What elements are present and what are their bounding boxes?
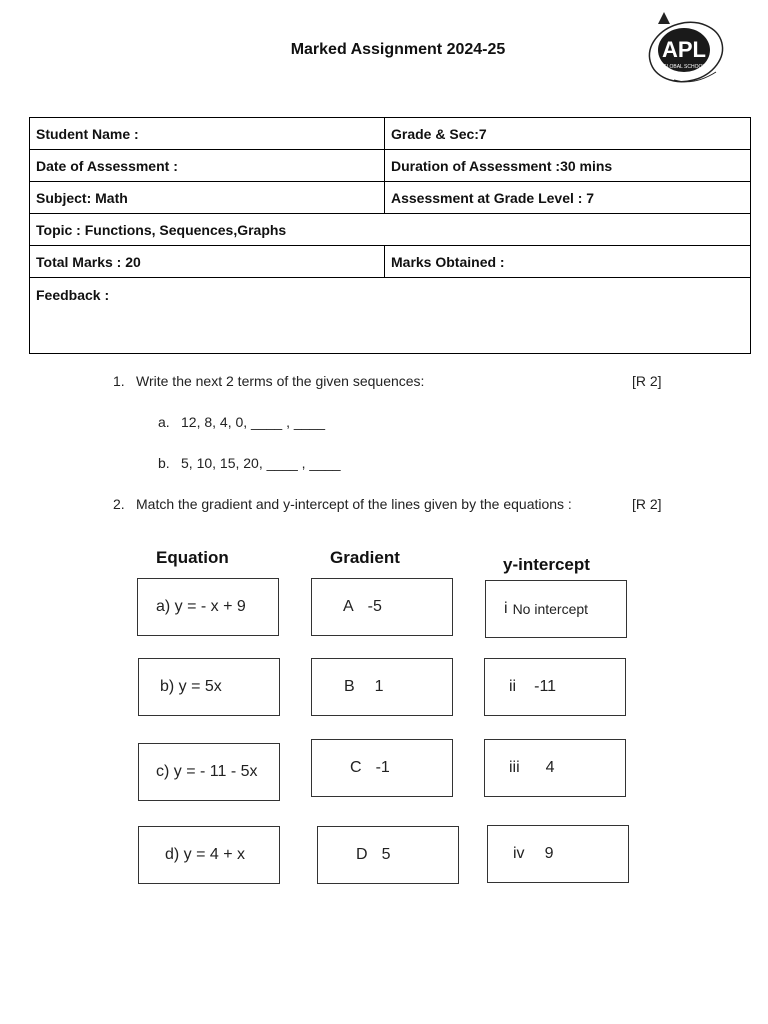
feedback-cell[interactable]: Feedback : (30, 278, 751, 354)
intercept-box-iii[interactable]: iii 4 (484, 739, 626, 797)
equation-header: Equation (156, 548, 229, 567)
svg-text:GLOBAL SCHOOL: GLOBAL SCHOOL (662, 64, 706, 70)
gradient-box-b[interactable]: B 1 (311, 658, 453, 716)
marks-obtained-cell[interactable]: Marks Obtained : (385, 246, 751, 278)
student-info-table (29, 117, 751, 354)
q1-number: 1. (113, 373, 125, 389)
q2-text: Match the gradient and y-intercept of the lines given by the equations : (136, 496, 572, 512)
q1a-label: a. (158, 414, 170, 430)
equation-box-b[interactable]: b) y = 5x (138, 658, 280, 716)
subject-cell: Subject: Math (30, 182, 385, 214)
gradient-box-a[interactable]: A -5 (311, 578, 453, 636)
student-name-cell[interactable]: Student Name : (30, 118, 385, 150)
topic-cell: Topic : Functions, Sequences,Graphs (30, 214, 751, 246)
q2-number: 2. (113, 496, 125, 512)
intercept-box-i[interactable]: i No intercept (485, 580, 627, 638)
total-marks-cell: Total Marks : 20 (30, 246, 385, 278)
svg-text:APL: APL (662, 37, 706, 62)
gradient-box-d[interactable]: D 5 (317, 826, 459, 884)
duration-cell: Duration of Assessment :30 mins (385, 150, 751, 182)
q2-marks: [R 2] (632, 496, 662, 512)
grade-sec-cell: Grade & Sec:7 (385, 118, 751, 150)
date-cell[interactable]: Date of Assessment : (30, 150, 385, 182)
q1-text: Write the next 2 terms of the given sequences: (136, 373, 425, 389)
grade-level-cell: Assessment at Grade Level : 7 (385, 182, 751, 214)
gradient-header: Gradient (330, 548, 400, 567)
equation-box-c[interactable]: c) y = - 11 - 5x (138, 743, 280, 801)
equation-box-d[interactable]: d) y = 4 + x (138, 826, 280, 884)
q1a-sequence[interactable]: 12, 8, 4, 0, ____ , ____ (181, 414, 326, 430)
intercept-box-ii[interactable]: ii -11 (484, 658, 626, 716)
equation-box-a[interactable]: a) y = - x + 9 (137, 578, 279, 636)
q1-marks: [R 2] (632, 373, 662, 389)
page-title: Marked Assignment 2024-25 (290, 41, 506, 58)
gradient-box-c[interactable]: C -1 (311, 739, 453, 797)
intercept-header: y-intercept (503, 555, 590, 574)
intercept-box-iv[interactable]: iv 9 (487, 825, 629, 883)
school-logo (644, 10, 728, 86)
q1b-label: b. (158, 455, 170, 471)
q1b-sequence[interactable]: 5, 10, 15, 20, ____ , ____ (181, 455, 341, 471)
